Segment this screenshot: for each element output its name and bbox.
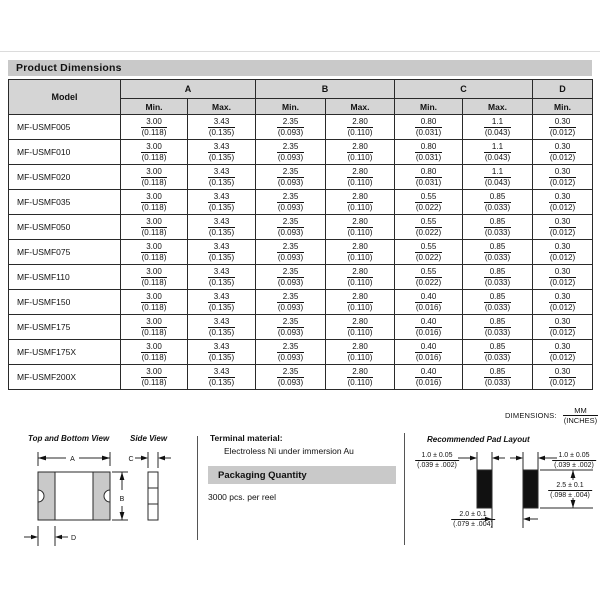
dimension-cell: $\frac{2.35}{(0.093)}$ (256, 115, 326, 140)
dimension-cell: $\frac{2.80}{(0.110)}$ (326, 165, 395, 190)
dimension-cell: $\frac{3.43}{(0.135)}$ (188, 315, 256, 340)
dimension-cell: $\frac{2.80}{(0.110)}$ (326, 340, 395, 365)
dimension-cell: $\frac{2.35}{(0.093)}$ (256, 165, 326, 190)
dimension-cell: $\frac{3.43}{(0.135)}$ (188, 165, 256, 190)
dimension-cell: $\frac{0.40}{(0.016)}$ (395, 290, 463, 315)
dimension-cell: $\frac{0.40}{(0.016)}$ (395, 315, 463, 340)
dimension-cell: $\frac{0.30}{(0.012)}$ (533, 215, 593, 240)
dimension-cell: $\frac{0.55}{(0.022)}$ (395, 190, 463, 215)
pad-dim-gap (451, 510, 495, 529)
dimension-cell: $\frac{0.30}{(0.012)}$ (533, 365, 593, 390)
pad-dim-right-top-mm: 1.0 ± 0.05 (552, 451, 596, 461)
dimension-cell: $\frac{3.43}{(0.135)}$ (188, 265, 256, 290)
dimension-cell: $\frac{0.30}{(0.012)}$ (533, 115, 593, 140)
pad-dim-arrow-4 (538, 456, 545, 461)
pad-dim-gap-mm: 2.0 ± 0.1 (451, 510, 495, 520)
dimension-cell: $\frac{0.55}{(0.022)}$ (395, 265, 463, 290)
dimensions-table-body (9, 115, 593, 390)
units-mm: MM (563, 406, 598, 416)
dimension-cell: $\frac{0.55}{(0.022)}$ (395, 240, 463, 265)
pad-dim-height-mm: 2.5 ± 0.1 (548, 481, 592, 491)
col-header-b-max: Max. (326, 99, 395, 115)
dimension-cell: $\frac{3.43}{(0.135)}$ (188, 115, 256, 140)
pad-dim-right-top-in: (.039 ± .002) (554, 462, 594, 469)
table-row (9, 140, 593, 165)
top-bottom-view-title: Top and Bottom View (28, 434, 110, 443)
dim-d-arrow-right (55, 535, 62, 539)
model-cell: MF-USMF075 (9, 240, 121, 265)
dim-label-d: D (71, 535, 77, 542)
pad-dim-left-top-mm: 1.0 ± 0.05 (415, 451, 459, 461)
dim-label-c: C (128, 456, 134, 463)
dimension-cell: $\frac{2.80}{(0.110)}$ (326, 365, 395, 390)
section-title: Product Dimensions (16, 62, 122, 74)
table-row (9, 115, 593, 140)
dimension-cell: $\frac{0.85}{(0.033)}$ (463, 365, 533, 390)
dimension-cell: $\frac{0.85}{(0.033)}$ (463, 315, 533, 340)
dim-b-arrow-bottom (120, 512, 125, 520)
col-group-d: D (533, 80, 593, 99)
dimension-cell: $\frac{0.30}{(0.012)}$ (533, 140, 593, 165)
terminal-material-value: Electroless Ni under immersion Au (224, 446, 354, 456)
dimension-cell: $\frac{3.00}{(0.118)}$ (121, 315, 188, 340)
dimension-cell: $\frac{0.40}{(0.016)}$ (395, 340, 463, 365)
dimension-cell: $\frac{3.00}{(0.118)}$ (121, 215, 188, 240)
model-cell: MF-USMF010 (9, 140, 121, 165)
model-cell: MF-USMF110 (9, 265, 121, 290)
model-cell: MF-USMF020 (9, 165, 121, 190)
table-row (9, 365, 593, 390)
dimensions-label: DIMENSIONS: (505, 411, 557, 420)
dimension-cell: $\frac{2.80}{(0.110)}$ (326, 315, 395, 340)
dimension-cell: $\frac{2.35}{(0.093)}$ (256, 290, 326, 315)
dimension-cell: $\frac{3.00}{(0.118)}$ (121, 190, 188, 215)
dimension-cell: $\frac{0.40}{(0.016)}$ (395, 365, 463, 390)
col-group-b: B (256, 80, 395, 99)
model-cell: MF-USMF150 (9, 290, 121, 315)
table-row (9, 265, 593, 290)
col-header-d-min: Min. (533, 99, 593, 115)
pad-right (523, 470, 538, 508)
dimension-cell: $\frac{0.85}{(0.033)}$ (463, 215, 533, 240)
pad-dim-height-in: (.098 ± .004) (550, 492, 590, 499)
dim-a-arrow-right (102, 456, 110, 461)
table-row (9, 190, 593, 215)
dimension-cell: $\frac{3.00}{(0.118)}$ (121, 265, 188, 290)
pad-dim-height (548, 481, 592, 500)
dimension-cell: $\frac{2.80}{(0.110)}$ (326, 215, 395, 240)
dimension-cell: $\frac{2.35}{(0.093)}$ (256, 240, 326, 265)
dimension-cell: $\frac{0.85}{(0.033)}$ (463, 290, 533, 315)
package-outline-drawing (0, 430, 197, 555)
dimensions-table (8, 79, 593, 390)
dim-c-arrow-right (158, 456, 165, 461)
table-row (9, 240, 593, 265)
pad-left (477, 470, 492, 508)
table-row (9, 165, 593, 190)
pad-dim-right-top (552, 451, 596, 470)
dimension-cell: $\frac{0.80}{(0.031)}$ (395, 140, 463, 165)
height-dim-arrow-down (571, 500, 576, 508)
dimension-cell: $\frac{2.35}{(0.093)}$ (256, 140, 326, 165)
dimension-cell: $\frac{3.43}{(0.135)}$ (188, 340, 256, 365)
dimension-cell: $\frac{2.35}{(0.093)}$ (256, 190, 326, 215)
dimension-cell: $\frac{0.30}{(0.012)}$ (533, 165, 593, 190)
col-header-a-min: Min. (121, 99, 188, 115)
dimension-cell: $\frac{0.55}{(0.022)}$ (395, 215, 463, 240)
dimension-cell: $\frac{2.80}{(0.110)}$ (326, 240, 395, 265)
dimension-cell: $\frac{3.00}{(0.118)}$ (121, 340, 188, 365)
pad-dim-left-top-in: (.039 ± .002) (417, 462, 457, 469)
dimension-cell: $\frac{2.80}{(0.110)}$ (326, 115, 395, 140)
dimension-cell: $\frac{3.43}{(0.135)}$ (188, 215, 256, 240)
col-group-a: A (121, 80, 256, 99)
dimensions-units-note (505, 406, 598, 425)
dimension-cell: $\frac{0.30}{(0.012)}$ (533, 340, 593, 365)
top-divider (0, 51, 600, 52)
dimension-cell: $\frac{2.35}{(0.093)}$ (256, 315, 326, 340)
dim-label-b: B (119, 496, 125, 503)
dimension-cell: $\frac{0.80}{(0.031)}$ (395, 115, 463, 140)
col-header-model: Model (9, 80, 121, 115)
dimension-cell: $\frac{2.35}{(0.093)}$ (256, 365, 326, 390)
dimension-cell: $\frac{3.43}{(0.135)}$ (188, 240, 256, 265)
table-row (9, 290, 593, 315)
dim-label-a: A (70, 456, 75, 463)
dimension-cell: $\frac{0.80}{(0.031)}$ (395, 165, 463, 190)
dimension-cell: $\frac{0.85}{(0.033)}$ (463, 240, 533, 265)
model-cell: MF-USMF200X (9, 365, 121, 390)
dimension-cell: $\frac{3.00}{(0.118)}$ (121, 140, 188, 165)
gap-dim-arrow-right (523, 517, 530, 521)
packaging-quantity-value: 3000 pcs. per reel (208, 492, 277, 502)
pad-dim-arrow-3 (516, 456, 523, 461)
col-header-c-max: Max. (463, 99, 533, 115)
dimension-cell: $\frac{3.00}{(0.118)}$ (121, 165, 188, 190)
model-cell: MF-USMF175 (9, 315, 121, 340)
dimension-cell: $\frac{3.43}{(0.135)}$ (188, 140, 256, 165)
dim-a-arrow-left (38, 456, 46, 461)
pad-layout-title: Recommended Pad Layout (427, 435, 530, 444)
pad-dim-left-top (415, 451, 459, 470)
side-view-title: Side View (130, 434, 168, 443)
pad-dim-gap-in: (.079 ± .004) (453, 521, 493, 528)
product-dimensions-header (8, 60, 592, 76)
col-header-b-min: Min. (256, 99, 326, 115)
dimension-cell: $\frac{0.85}{(0.033)}$ (463, 340, 533, 365)
dimension-cell: $\frac{0.30}{(0.012)}$ (533, 290, 593, 315)
dimension-cell: $\frac{2.35}{(0.093)}$ (256, 340, 326, 365)
terminal-material-title: Terminal material: (210, 433, 283, 443)
packaging-quantity-title: Packaging Quantity (218, 469, 307, 481)
dim-c-arrow-left (141, 456, 148, 461)
packaging-quantity-header (208, 466, 396, 484)
dimension-cell: $\frac{3.00}{(0.118)}$ (121, 240, 188, 265)
dimension-cell: $\frac{0.30}{(0.012)}$ (533, 315, 593, 340)
dimension-cell: $\frac{1.1}{(0.043)}$ (463, 165, 533, 190)
side-view-body (148, 472, 158, 520)
dimension-cell: $\frac{1.1}{(0.043)}$ (463, 115, 533, 140)
dimension-cell: $\frac{2.80}{(0.110)}$ (326, 265, 395, 290)
table-header (9, 80, 593, 115)
table-row (9, 315, 593, 340)
dimension-cell: $\frac{0.30}{(0.012)}$ (533, 240, 593, 265)
units-fraction (563, 406, 598, 425)
pad-dim-arrow-1 (470, 456, 477, 461)
dim-d-arrow-left (31, 535, 38, 539)
dim-b-arrow-top (120, 472, 125, 480)
dimension-cell: $\frac{2.35}{(0.093)}$ (256, 215, 326, 240)
col-header-a-max: Max. (188, 99, 256, 115)
height-dim-arrow-up (571, 470, 576, 478)
dimension-cell: $\frac{3.43}{(0.135)}$ (188, 190, 256, 215)
dimension-cell: $\frac{2.35}{(0.093)}$ (256, 265, 326, 290)
model-cell: MF-USMF050 (9, 215, 121, 240)
model-cell: MF-USMF175X (9, 340, 121, 365)
model-cell: MF-USMF035 (9, 190, 121, 215)
column-divider-left (197, 436, 198, 540)
model-cell: MF-USMF005 (9, 115, 121, 140)
dimension-cell: $\frac{0.30}{(0.012)}$ (533, 190, 593, 215)
dimension-cell: $\frac{3.43}{(0.135)}$ (188, 290, 256, 315)
dimension-cell: $\frac{3.43}{(0.135)}$ (188, 365, 256, 390)
dimension-cell: $\frac{3.00}{(0.118)}$ (121, 115, 188, 140)
dimension-cell: $\frac{0.85}{(0.033)}$ (463, 190, 533, 215)
pad-dim-arrow-2 (492, 456, 499, 461)
dimension-cell: $\frac{1.1}{(0.043)}$ (463, 140, 533, 165)
units-inches: (INCHES) (563, 416, 598, 425)
table-row (9, 340, 593, 365)
dimension-cell: $\frac{2.80}{(0.110)}$ (326, 290, 395, 315)
dimension-cell: $\frac{3.00}{(0.118)}$ (121, 290, 188, 315)
dimension-cell: $\frac{2.80}{(0.110)}$ (326, 190, 395, 215)
col-group-c: C (395, 80, 533, 99)
dimension-cell: $\frac{2.80}{(0.110)}$ (326, 140, 395, 165)
table-row (9, 215, 593, 240)
col-header-c-min: Min. (395, 99, 463, 115)
dimension-cell: $\frac{0.85}{(0.033)}$ (463, 265, 533, 290)
dimension-cell: $\frac{3.00}{(0.118)}$ (121, 365, 188, 390)
dimension-cell: $\frac{0.30}{(0.012)}$ (533, 265, 593, 290)
